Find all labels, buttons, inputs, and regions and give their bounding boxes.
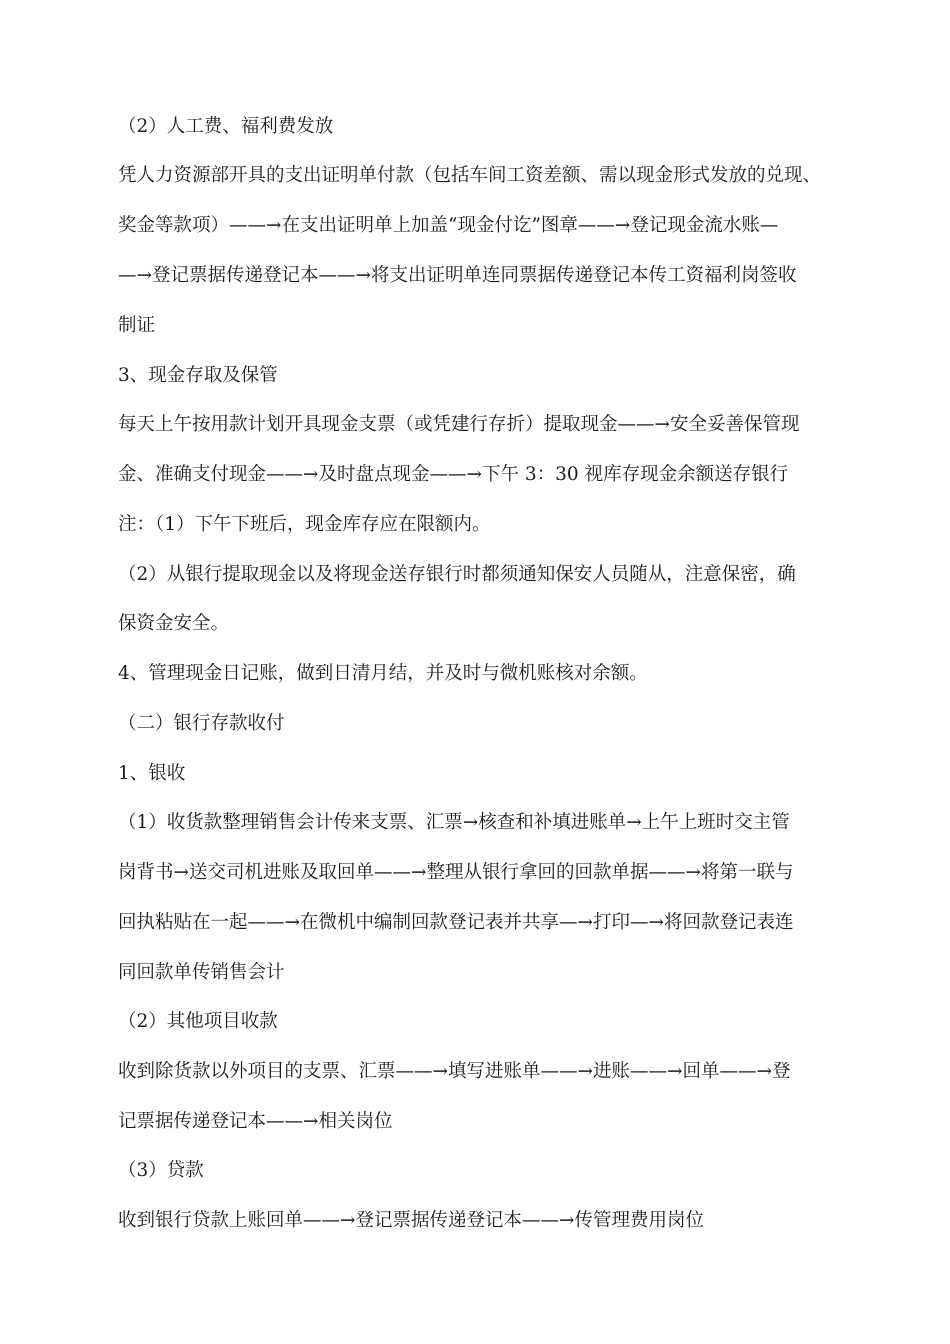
paragraph-line: 凭人力资源部开具的支出证明单付款（包括车间工资差额、需以现金形式发放的兑现、 bbox=[118, 165, 822, 186]
paragraph-line: 记票据传递登记本——→相关岗位 bbox=[118, 1111, 393, 1132]
note-line: （2）从银行提取现金以及将现金送存银行时都须通知保安人员随从，注意保密，确 bbox=[118, 564, 796, 585]
section-heading-cash-journal: 4、管理现金日记账，做到日清月结，并及时与微机账核对余额。 bbox=[118, 663, 648, 684]
paragraph-line: 奖金等款项）——→在支出证明单上加盖“现金付讫”图章——→登记现金流水账— bbox=[118, 215, 779, 236]
section-heading-cash-storage: 3、现金存取及保管 bbox=[118, 365, 278, 386]
paragraph-line: 回执粘贴在一起——→在微机中编制回款登记表并共享—→打印—→将回款登记表连 bbox=[118, 912, 794, 933]
paragraph-line: （1）收货款整理销售会计传来支票、汇票→核查和补填进账单→上午上班时交主管 bbox=[118, 812, 790, 833]
paragraph-line: 岗背书→送交司机进账及取回单——→整理从银行拿回的回款单据——→将第一联与 bbox=[118, 862, 794, 883]
paragraph-line: 同回款单传销售会计 bbox=[118, 962, 285, 983]
note-line: 保资金安全。 bbox=[118, 613, 230, 634]
paragraph-line: 每天上午按用款计划开具现金支票（或凭建行存折）提取现金——→安全妥善保管现 bbox=[118, 414, 800, 435]
section-heading-labor-welfare: （2）人工费、福利费发放 bbox=[118, 116, 334, 137]
paragraph-line: 制证 bbox=[118, 315, 156, 336]
subsection-heading-loans: （3）贷款 bbox=[118, 1160, 204, 1181]
paragraph-line: —→登记票据传递登记本——→将支出证明单连同票据传递登记本传工资福利岗签收 bbox=[118, 265, 797, 286]
note-line: 注：（1）下午下班后，现金库存应在限额内。 bbox=[118, 514, 491, 535]
paragraph-line: 金、准确支付现金——→及时盘点现金——→下午 3：30 视库存现金余额送存银行 bbox=[118, 464, 789, 485]
section-heading-bank-receipts: 1、银收 bbox=[118, 763, 186, 784]
subsection-heading-other-receipts: （2）其他项目收款 bbox=[118, 1011, 278, 1032]
paragraph-line: 收到除货款以外项目的支票、汇票——→填写进账单——→进账——→回单——→登 bbox=[118, 1061, 791, 1082]
section-heading-bank-deposits: （二）银行存款收付 bbox=[118, 713, 285, 734]
paragraph-line: 收到银行贷款上账回单——→登记票据传递登记本——→传管理费用岗位 bbox=[118, 1210, 705, 1231]
